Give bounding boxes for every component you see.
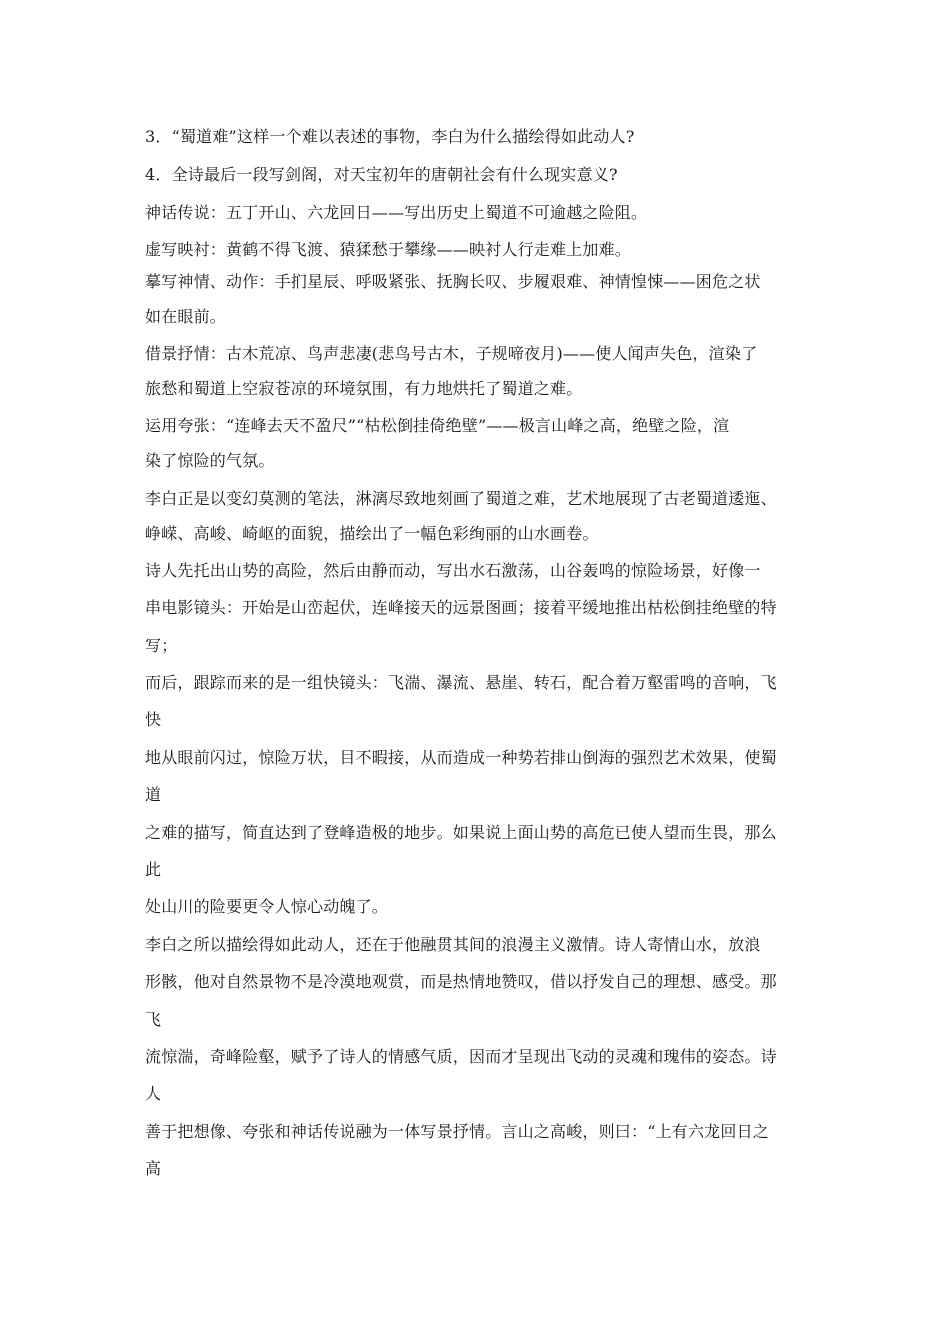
text-line: 如在眼前。 <box>145 307 227 326</box>
question-4: 4．全诗最后一段写剑阁，对天宝初年的唐朝社会有什么现实意义? <box>145 165 618 184</box>
text-line: 运用夸张：“连峰去天不盈尺”“枯松倒挂倚绝壁”——极言山峰之高，绝壁之险，渲 <box>145 416 730 435</box>
text-line: 神话传说：五丁开山、六龙回日——写出历史上蜀道不可逾越之险阻。 <box>145 203 648 222</box>
question-3: 3．“蜀道难”这样一个难以表述的事物，李白为什么描绘得如此动人? <box>145 127 635 146</box>
text-line: 高 <box>145 1159 162 1178</box>
text-line: 形骸，他对自然景物不是冷漠地观赏，而是热情地赞叹，借以抒发自己的理想、感受。那 <box>145 972 777 991</box>
text-line: 借景抒情：古木荒凉、鸟声悲凄(悲鸟号古木，子规啼夜月)——使人闻声失色，渲染了 <box>145 344 758 363</box>
text-line: 快 <box>145 710 162 729</box>
text-line: 道 <box>145 785 162 804</box>
text-line: 飞 <box>145 1010 162 1029</box>
text-line: 善于把想像、夸张和神话传说融为一体写景抒情。言山之高峻，则曰：“上有六龙回日之 <box>145 1122 769 1141</box>
text-line: 写； <box>145 636 178 655</box>
text-line: 李白之所以描绘得如此动人，还在于他融贯其间的浪漫主义激情。诗人寄情山水，放浪 <box>145 935 761 954</box>
text-line: 李白正是以变幻莫测的笔法，淋漓尽致地刻画了蜀道之难，艺术地展现了古老蜀道逶迤、 <box>145 489 777 508</box>
text-line: 染了惊险的气氛。 <box>145 451 275 470</box>
text-line: 人 <box>145 1084 162 1103</box>
text-line: 虚写映衬：黄鹤不得飞渡、猿猱愁于攀缘——映衬人行走难上加难。 <box>145 240 632 259</box>
text-line: 峥嵘、高峻、崎岖的面貌，描绘出了一幅色彩绚丽的山水画卷。 <box>145 524 599 543</box>
text-line: 此 <box>145 860 162 879</box>
text-line: 之难的描写，简直达到了登峰造极的地步。如果说上面山势的高危已使人望而生畏，那么 <box>145 823 777 842</box>
text-line: 流惊湍，奇峰险壑，赋予了诗人的情感气质，因而才呈现出飞动的灵魂和瑰伟的姿态。诗 <box>145 1047 777 1066</box>
text-line: 而后，跟踪而来的是一组快镜头：飞湍、瀑流、悬崖、转石，配合着万壑雷鸣的音响，飞 <box>145 673 777 692</box>
text-line: 处山川的险要更令人惊心动魄了。 <box>145 897 389 916</box>
text-line: 地从眼前闪过，惊险万状，目不暇接，从而造成一种势若排山倒海的强烈艺术效果，使蜀 <box>145 748 777 767</box>
text-line: 旅愁和蜀道上空寂苍凉的环境氛围，有力地烘托了蜀道之难。 <box>145 379 583 398</box>
text-line: 串电影镜头：开始是山峦起伏，连峰接天的远景图画；接着平缓地推出枯松倒挂绝壁的特 <box>145 598 777 617</box>
text-line: 摹写神情、动作：手扪星辰、呼吸紧张、抚胸长叹、步履艰难、神情惶悚——困危之状 <box>145 272 761 291</box>
text-line: 诗人先托出山势的高险，然后由静而动，写出水石激荡，山谷轰鸣的惊险场景，好像一 <box>145 561 761 580</box>
